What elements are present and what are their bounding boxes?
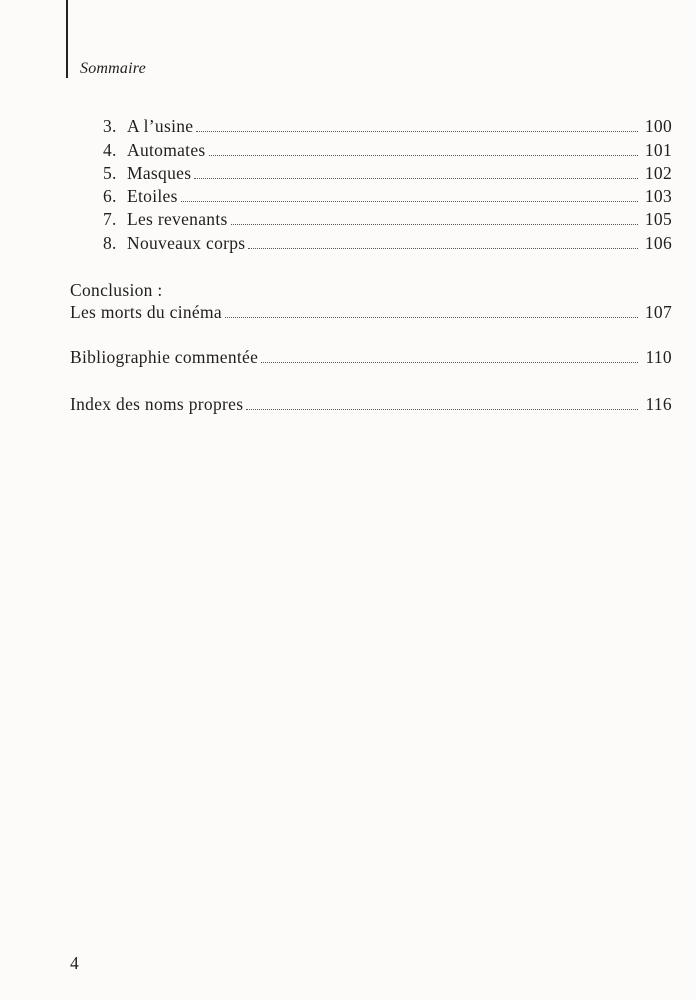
toc-entry-page: 101 (644, 140, 672, 160)
toc-entry (103, 208, 672, 231)
toc-entry (103, 162, 672, 185)
toc-entry-title: Masques (127, 163, 192, 183)
toc-entry-page: 106 (644, 233, 672, 253)
toc-entry-title: Automates (127, 140, 206, 160)
toc-entry-title: Etoiles (127, 186, 178, 206)
toc-entry-title: Les morts du cinéma (70, 302, 222, 322)
dot-leader (209, 155, 638, 156)
toc-entry-page: 110 (645, 347, 672, 367)
toc-entry-number: 5. (103, 163, 117, 183)
dot-leader (196, 131, 638, 132)
page-number: 4 (70, 953, 79, 973)
margin-rule (66, 0, 68, 78)
toc-entry-title: Nouveaux corps (127, 233, 246, 253)
toc-entry-number: 6. (103, 186, 117, 206)
toc-entry-title: Les revenants (127, 209, 228, 229)
toc-entry-bibliography (70, 346, 672, 369)
running-header: Sommaire (80, 60, 146, 77)
dot-leader (246, 409, 638, 410)
toc-entry (103, 185, 672, 208)
toc-entry-number: 3. (103, 116, 117, 136)
toc-entry-page: 100 (644, 116, 672, 136)
toc-entry-title: Bibliographie commentée (70, 347, 259, 367)
toc-entry-conclusion (70, 301, 672, 324)
toc-entry-title: A l’usine (127, 116, 194, 136)
toc-entry-number: 7. (103, 209, 117, 229)
dot-leader (248, 248, 638, 249)
toc-entry (103, 139, 672, 162)
toc-entry-number: 4. (103, 140, 117, 160)
toc-entry-page: 105 (644, 209, 672, 229)
dot-leader (261, 362, 638, 363)
toc-entry (103, 115, 672, 138)
dot-leader (231, 224, 638, 225)
toc-entry-title: Index des noms propres (70, 394, 244, 414)
toc-entry-page: 103 (644, 186, 672, 206)
conclusion-label: Conclusion : (70, 280, 163, 300)
dot-leader (194, 178, 638, 179)
dot-leader (181, 201, 638, 202)
toc-entry-index (70, 393, 672, 416)
toc-entry-page: 102 (644, 163, 672, 183)
toc-entry-number: 8. (103, 233, 117, 253)
toc-entry-page: 107 (644, 302, 672, 322)
toc-entry (103, 232, 672, 255)
dot-leader (225, 317, 638, 318)
toc-entry-page: 116 (645, 394, 672, 414)
